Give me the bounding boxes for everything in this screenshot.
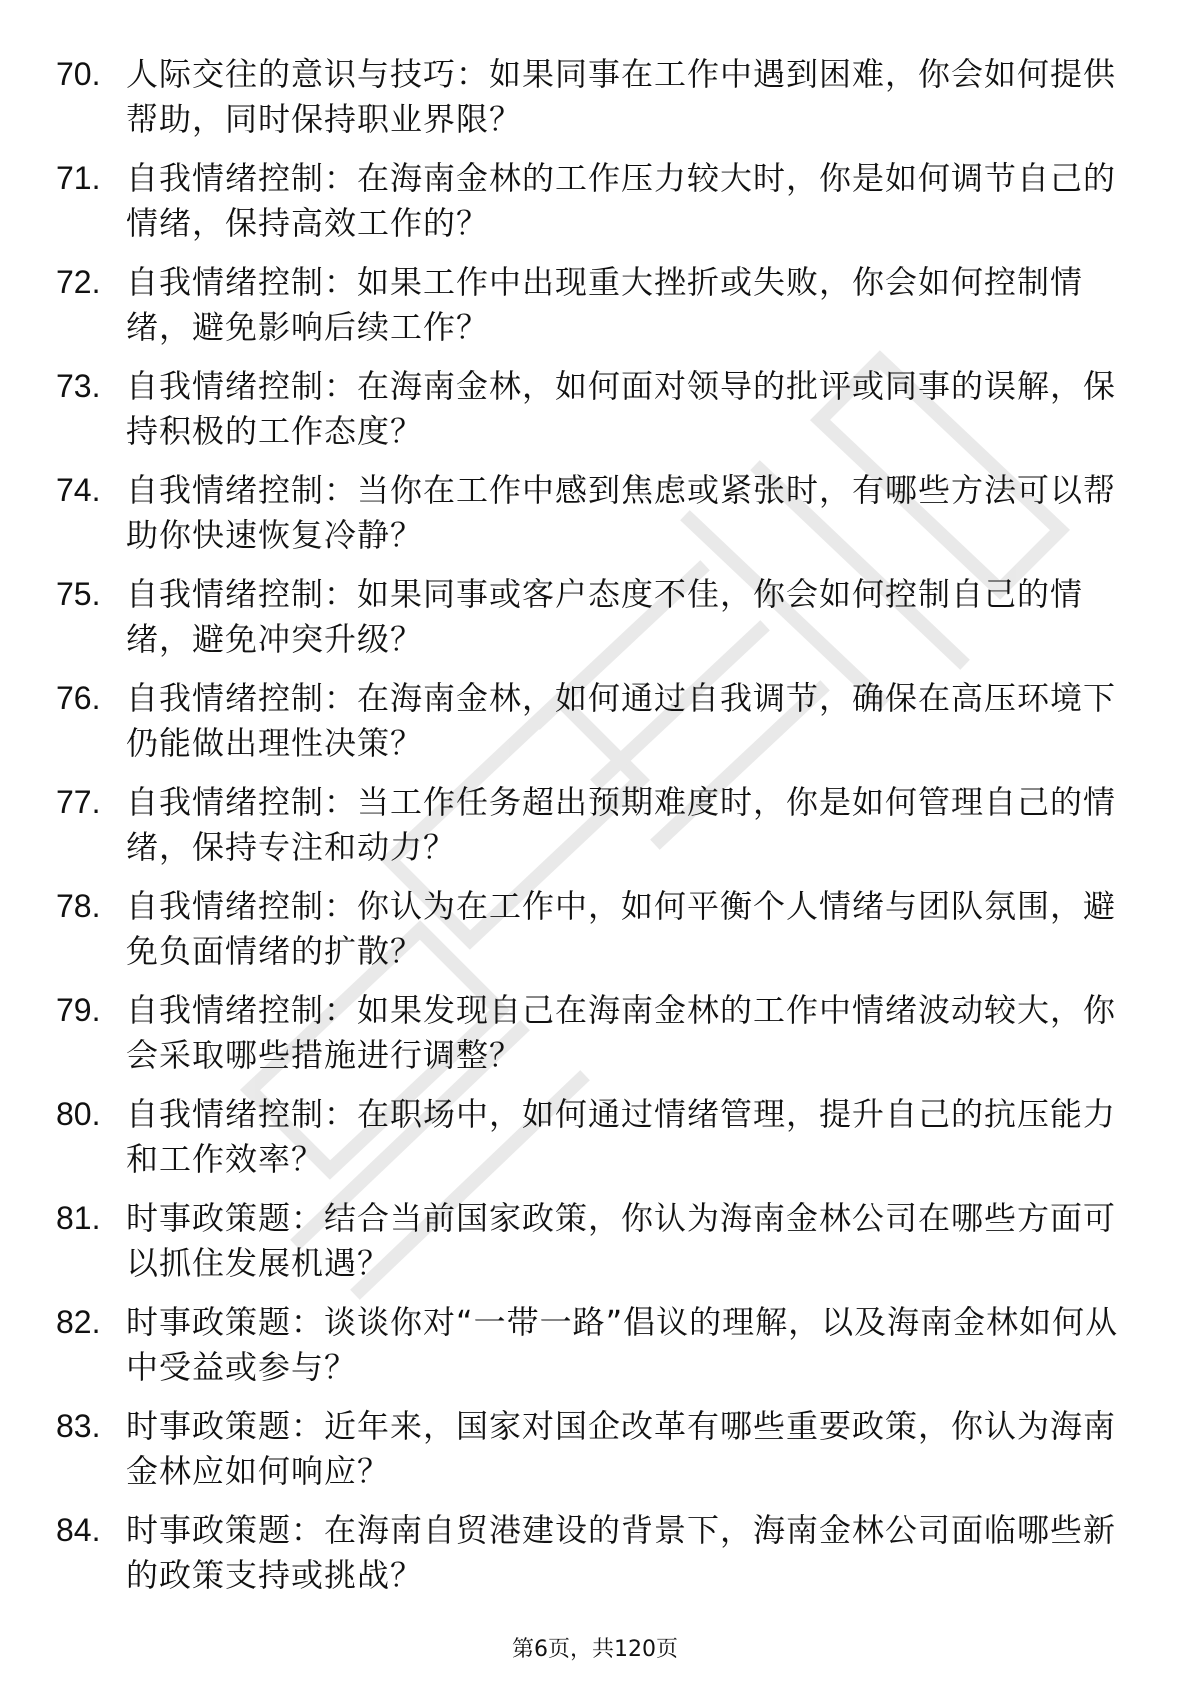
question-number: 71. [56, 160, 101, 196]
question-text: 自我情绪控制：如果同事或客户态度不佳，你会如何控制自己的情绪，避免冲突升级？ [126, 575, 1084, 658]
page-footer: 第6页，共120页 [512, 1637, 678, 1662]
question-text: 自我情绪控制：当工作任务超出预期难度时，你是如何管理自己的情绪，保持专注和动力？ [126, 783, 1117, 866]
question-text: 自我情绪控制：当你在工作中感到焦虑或紧张时，有哪些方法可以帮助你快速恢复冷静？ [126, 471, 1117, 554]
question-list [56, 52, 1136, 1612]
question-item [56, 52, 1136, 156]
question-text: 自我情绪控制：如果发现自己在海南金林的工作中情绪波动较大，你会采取哪些措施进行调整？ [126, 991, 1117, 1074]
question-number: 74. [56, 472, 101, 508]
question-item [56, 260, 1136, 364]
question-number: 70. [56, 56, 101, 92]
question-item [56, 1404, 1136, 1508]
question-number: 75. [56, 576, 101, 612]
question-text: 自我情绪控制：在海南金林，如何通过自我调节，确保在高压环境下仍能做出理性决策？ [126, 679, 1117, 762]
question-text: 自我情绪控制：在海南金林，如何面对领导的批评或同事的误解，保持积极的工作态度？ [126, 367, 1117, 450]
question-item [56, 156, 1136, 260]
question-item [56, 780, 1136, 884]
question-item [56, 1092, 1136, 1196]
question-text: 自我情绪控制：在海南金林的工作压力较大时，你是如何调节自己的情绪，保持高效工作的？ [126, 159, 1117, 242]
question-number: 82. [56, 1304, 101, 1340]
question-item [56, 1508, 1136, 1612]
question-text: 时事政策题：结合当前国家政策，你认为海南金林公司在哪些方面可以抓住发展机遇？ [126, 1199, 1117, 1282]
question-number: 80. [56, 1096, 101, 1132]
question-number: 84. [56, 1512, 101, 1548]
question-text: 人际交往的意识与技巧：如果同事在工作中遇到困难，你会如何提供帮助，同时保持职业界限？ [126, 55, 1117, 138]
question-text: 自我情绪控制：在职场中，如何通过情绪管理，提升自己的抗压能力和工作效率？ [126, 1095, 1117, 1178]
question-item [56, 468, 1136, 572]
question-number: 73. [56, 368, 101, 404]
question-item [56, 572, 1136, 676]
question-item [56, 988, 1136, 1092]
question-number: 79. [56, 992, 101, 1028]
question-text: 自我情绪控制：你认为在工作中，如何平衡个人情绪与团队氛围，避免负面情绪的扩散？ [126, 887, 1117, 970]
question-number: 72. [56, 264, 101, 300]
question-text: 时事政策题：谈谈你对“一带一路”倡议的理解，以及海南金林如何从中受益或参与？ [126, 1303, 1119, 1386]
question-number: 83. [56, 1408, 101, 1444]
question-text: 时事政策题：在海南自贸港建设的背景下，海南金林公司面临哪些新的政策支持或挑战？ [126, 1511, 1117, 1594]
question-text: 时事政策题：近年来，国家对国企改革有哪些重要政策，你认为海南金林应如何响应？ [126, 1407, 1117, 1490]
question-item [56, 1300, 1136, 1404]
question-item [56, 364, 1136, 468]
question-number: 77. [56, 784, 101, 820]
question-item [56, 676, 1136, 780]
question-number: 76. [56, 680, 101, 716]
question-number: 78. [56, 888, 101, 924]
question-item [56, 884, 1136, 988]
question-item [56, 1196, 1136, 1300]
question-number: 81. [56, 1200, 101, 1236]
question-text: 自我情绪控制：如果工作中出现重大挫折或失败，你会如何控制情绪，避免影响后续工作？ [126, 263, 1084, 346]
